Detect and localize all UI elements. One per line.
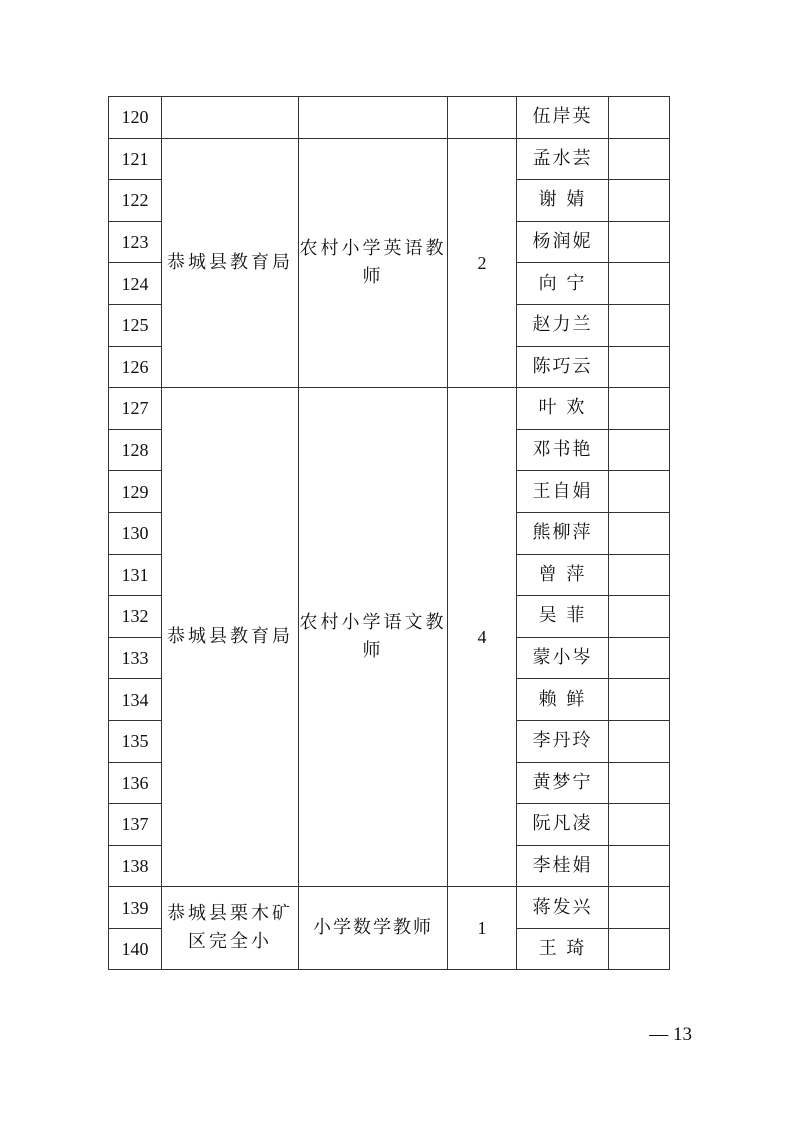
candidate-name: 黄梦宁 — [517, 762, 609, 804]
remark-cell — [609, 679, 670, 721]
remark-cell — [609, 596, 670, 638]
remark-cell — [609, 97, 670, 139]
table-row — [109, 388, 670, 430]
candidate-name: 谢 婧 — [517, 180, 609, 222]
row-number: 130 — [109, 512, 162, 554]
count-cell: 1 — [448, 887, 517, 970]
remark-cell — [609, 429, 670, 471]
row-number: 139 — [109, 887, 162, 929]
row-number: 129 — [109, 471, 162, 513]
remark-cell — [609, 762, 670, 804]
unit-cell: 恭城县栗木矿区完全小 — [162, 887, 299, 970]
row-number: 126 — [109, 346, 162, 388]
candidate-name: 吴 菲 — [517, 596, 609, 638]
row-number: 138 — [109, 845, 162, 887]
candidate-name: 王自娟 — [517, 471, 609, 513]
table-row — [109, 138, 670, 180]
candidate-name: 李桂娟 — [517, 845, 609, 887]
row-number: 133 — [109, 637, 162, 679]
table-row — [109, 887, 670, 929]
candidate-name: 孟水芸 — [517, 138, 609, 180]
post-cell: 小学数学教师 — [299, 887, 448, 970]
remark-cell — [609, 554, 670, 596]
candidate-name: 王 琦 — [517, 928, 609, 970]
candidate-name: 李丹玲 — [517, 720, 609, 762]
candidate-table — [108, 96, 670, 970]
remark-cell — [609, 221, 670, 263]
remark-cell — [609, 720, 670, 762]
row-number: 136 — [109, 762, 162, 804]
row-number: 121 — [109, 138, 162, 180]
row-number: 135 — [109, 720, 162, 762]
candidate-name: 曾 萍 — [517, 554, 609, 596]
row-number: 128 — [109, 429, 162, 471]
row-number: 120 — [109, 97, 162, 139]
unit-cell — [162, 97, 299, 139]
candidate-name: 邓书艳 — [517, 429, 609, 471]
remark-cell — [609, 887, 670, 929]
remark-cell — [609, 304, 670, 346]
remark-cell — [609, 471, 670, 513]
unit-cell: 恭城县教育局 — [162, 138, 299, 388]
candidate-name: 阮凡凌 — [517, 804, 609, 846]
remark-cell — [609, 845, 670, 887]
remark-cell — [609, 138, 670, 180]
post-cell — [299, 97, 448, 139]
row-number: 132 — [109, 596, 162, 638]
row-number: 134 — [109, 679, 162, 721]
remark-cell — [609, 637, 670, 679]
candidate-name: 蒋发兴 — [517, 887, 609, 929]
row-number: 140 — [109, 928, 162, 970]
row-number: 124 — [109, 263, 162, 305]
post-cell: 农村小学英语教师 — [299, 138, 448, 388]
remark-cell — [609, 804, 670, 846]
table-row — [109, 97, 670, 139]
count-cell — [448, 97, 517, 139]
page-number: — 13 — [649, 1024, 692, 1045]
remark-cell — [609, 928, 670, 970]
count-cell: 4 — [448, 388, 517, 887]
candidate-name: 陈巧云 — [517, 346, 609, 388]
remark-cell — [609, 263, 670, 305]
row-number: 137 — [109, 804, 162, 846]
remark-cell — [609, 512, 670, 554]
candidate-name: 叶 欢 — [517, 388, 609, 430]
unit-cell: 恭城县教育局 — [162, 388, 299, 887]
row-number: 127 — [109, 388, 162, 430]
remark-cell — [609, 388, 670, 430]
candidate-name: 伍岸英 — [517, 97, 609, 139]
row-number: 131 — [109, 554, 162, 596]
candidate-name: 赵力兰 — [517, 304, 609, 346]
row-number: 122 — [109, 180, 162, 222]
remark-cell — [609, 180, 670, 222]
row-number: 125 — [109, 304, 162, 346]
candidate-name: 杨润妮 — [517, 221, 609, 263]
candidate-name: 熊柳萍 — [517, 512, 609, 554]
candidate-name: 向 宁 — [517, 263, 609, 305]
post-cell: 农村小学语文教师 — [299, 388, 448, 887]
row-number: 123 — [109, 221, 162, 263]
candidate-name: 蒙小岑 — [517, 637, 609, 679]
remark-cell — [609, 346, 670, 388]
candidate-name: 赖 鲜 — [517, 679, 609, 721]
count-cell: 2 — [448, 138, 517, 388]
